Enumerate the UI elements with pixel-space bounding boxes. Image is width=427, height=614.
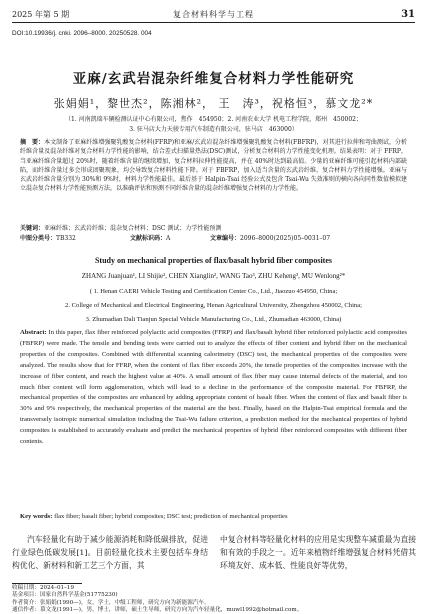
affiliation-english-line: 2. College of Mechanical and Electrical Engineering, Henan Agricultural University, Zhengzhou 450002, China; bbox=[65, 302, 362, 309]
journal-name: 复合材料科学与工程 bbox=[173, 10, 254, 19]
footnote-author-bio: 作者简介：张娟娟(1990—)，女，学士，中级工程师，研究方向为新能源汽车。 bbox=[12, 599, 210, 606]
footnote-received: 收稿日期：2024–01–19 bbox=[12, 585, 75, 591]
abstract-chinese-text: 本文制备了亚麻纤维增强聚乳酸复合材料(FFRP)和亚麻/玄武岩混杂纤维增强聚乳酸复合材料(FBFRP)，对其进行拉伸和弯曲测试，分析纤维含量及混杂纤维对复合材料力学性能的影响，结合差式扫描量热法(DSC)测试，分析复合材料的力学性能变化机理。结果表明：对于 FFRP，当亚麻纤维含量超过 20%时，随着纤维含量的继续增加，复合材料拉伸性能提高，并在 40%时达到最高值。少量的亚麻纤维可能引起材料内部缺陷，而纤维含量过多会形成团聚现象，均会导致复合材料性能下降。对于 FBFRP，加入适当含量的玄武岩纤维，复合材料力学性能增强。亚麻与玄武岩纤维含量分别为 30%和 9%时，材料力学性能最佳。最后基于 Halpin-Tsai 经验公式及包含 Tsai-Wu 失效准则的横向各向同性数值模拟建立混杂复合材料力学性能预测方法，以准确评估和预测不同纤维含量的混杂纤维增强复合材料的力学性能。 bbox=[20, 139, 407, 193]
article-no-label: 文章编号： bbox=[210, 235, 241, 242]
footnote-corresponding: 通信作者：慕文龙(1991—)，男，博士，讲师，硕士生导师，研究方向为汽车轻量化，muwl1992@hotmail.com。 bbox=[12, 606, 303, 613]
abstract-chinese bbox=[20, 138, 407, 194]
page-number: 31 bbox=[401, 9, 415, 20]
affiliation-chinese-line: 3. 驻马店大力天骏专用汽车制造有限公司，驻马店 463000） bbox=[129, 126, 298, 133]
article-no-value: 2096–8000(2025)05–0031–07 bbox=[240, 235, 331, 242]
footnote-funding: 基金项目：国家自然科学基金(51775230) bbox=[12, 592, 118, 599]
keywords-english bbox=[20, 512, 407, 522]
document-code bbox=[130, 234, 170, 243]
keywords-chinese-text: 亚麻纤维；玄武岩纤维；混杂复合材料；DSC 测试；力学性能预测 bbox=[44, 225, 222, 232]
clc-number bbox=[20, 234, 76, 243]
footnote-rule bbox=[12, 583, 82, 584]
doi: DOI:10.19936/j. cnki. 2096–8000. 20250528. 004 bbox=[12, 30, 152, 37]
keywords-chinese bbox=[20, 224, 407, 233]
authors-english: ZHANG Juanjuan¹, LI Shijie², CHEN Xianglin², WANG Tao³, ZHU Keheng³, MU Wenlong²* bbox=[81, 272, 346, 280]
authors-chinese: 张娟娟¹，黎世杰²，陈湘林²， 王 涛³，祝格恒³，慕文龙²* bbox=[53, 97, 374, 110]
clc-value: TB332 bbox=[56, 235, 76, 242]
doc-code-value: A bbox=[166, 235, 171, 242]
issue-label: 2025 年第 5 期 bbox=[12, 10, 70, 19]
clc-label: 中图分类号： bbox=[20, 235, 57, 242]
doc-code-label: 文献标识码： bbox=[130, 235, 167, 242]
header-rule bbox=[12, 22, 415, 23]
abstract-english-label: Abstract: bbox=[20, 329, 47, 336]
keywords-english-text: flax fiber; basalt fiber; hybrid composites; DSC test; prediction of mechanical properties bbox=[52, 513, 288, 520]
abstract-english-text: In this paper, flax fiber reinforced polylactic acid composites (FFRP) and flax/basalt hybrid fiber reinforced polylactic acid composites (FBFRP) were made. The tensile and bending tests were carried out to analyze the effects of fiber content and hybrid fiber on the mechanical properties of the composites. Combined with differential scanning calorimetry (DSC) test, the mechanical properties of the composites were analyzed. The results show that for FFRP, when the content of flax fiber exceeds 20%, the tensile properties of the composites increase with the increase of fiber content, and reach the highest value at 40%. A small amount of flax fiber may cause internal defects of the material, and too much fiber content will form agglomeration, which will lead to a decline in the performance of the composite material. For FBFRP, the mechanical properties of the composites are enhanced by adding appropriate content of basalt fiber. When the content of flax and basalt fiber is 30% and 9% respectively, the mechanical properties of the material are the best. Finally, based on the Halpin-Tsai empirical formula and the transversely isotropic numerical simulation including the Tsai-Wu failure criterion, a prediction method for the mechanical properties of hybrid composites is established to accurately evaluate and predict the mechanical properties of hybrid fiber reinforced composites with different fiber contents. bbox=[20, 329, 407, 446]
title-chinese: 亚麻/玄武岩混杂纤维复合材料力学性能研究 bbox=[72, 71, 355, 87]
keywords-english-label: Key words: bbox=[20, 513, 53, 520]
abstract-english bbox=[20, 328, 407, 448]
footnote bbox=[12, 585, 303, 614]
article-number bbox=[210, 234, 330, 243]
affiliation-english-line: ( 1. Henan CAERI Vehicle Testing and Certification Center Co., Ltd., Jiaozuo 454950, China; bbox=[89, 288, 338, 295]
body-column-left: 汽车轻量化有助于减少能源消耗和降低碳排放，促进行业绿色低碳发展[1]。目前轻量化技术主要包括车身结构优化、新材料和新工艺三个方面，其 bbox=[12, 535, 208, 570]
affiliation-chinese-line: （1. 河南凯瑞车辆检测认证中心有限公司，焦作 454950；2. 河南农业大学 机电工程学院，郑州 450002； bbox=[65, 116, 362, 123]
affiliation-english-line: 3. Zhumadian Dali Tianjun Special Vehicle Manufacturing Co., Ltd., Zhumadian 463000, China) bbox=[85, 316, 342, 323]
keywords-chinese-label: 关键词： bbox=[20, 225, 45, 232]
title-english: Study on mechanical properties of flax/basalt hybrid fiber composites bbox=[94, 256, 333, 265]
abstract-chinese-label: 摘 要： bbox=[20, 139, 45, 146]
body-column-right: 中复合材料等轻量化材料的应用是实现整车减重最为直接和有效的手段之一。近年来植物纤维增强复合材料凭借其环境友好、成本低、性能良好等优势， bbox=[220, 535, 416, 570]
